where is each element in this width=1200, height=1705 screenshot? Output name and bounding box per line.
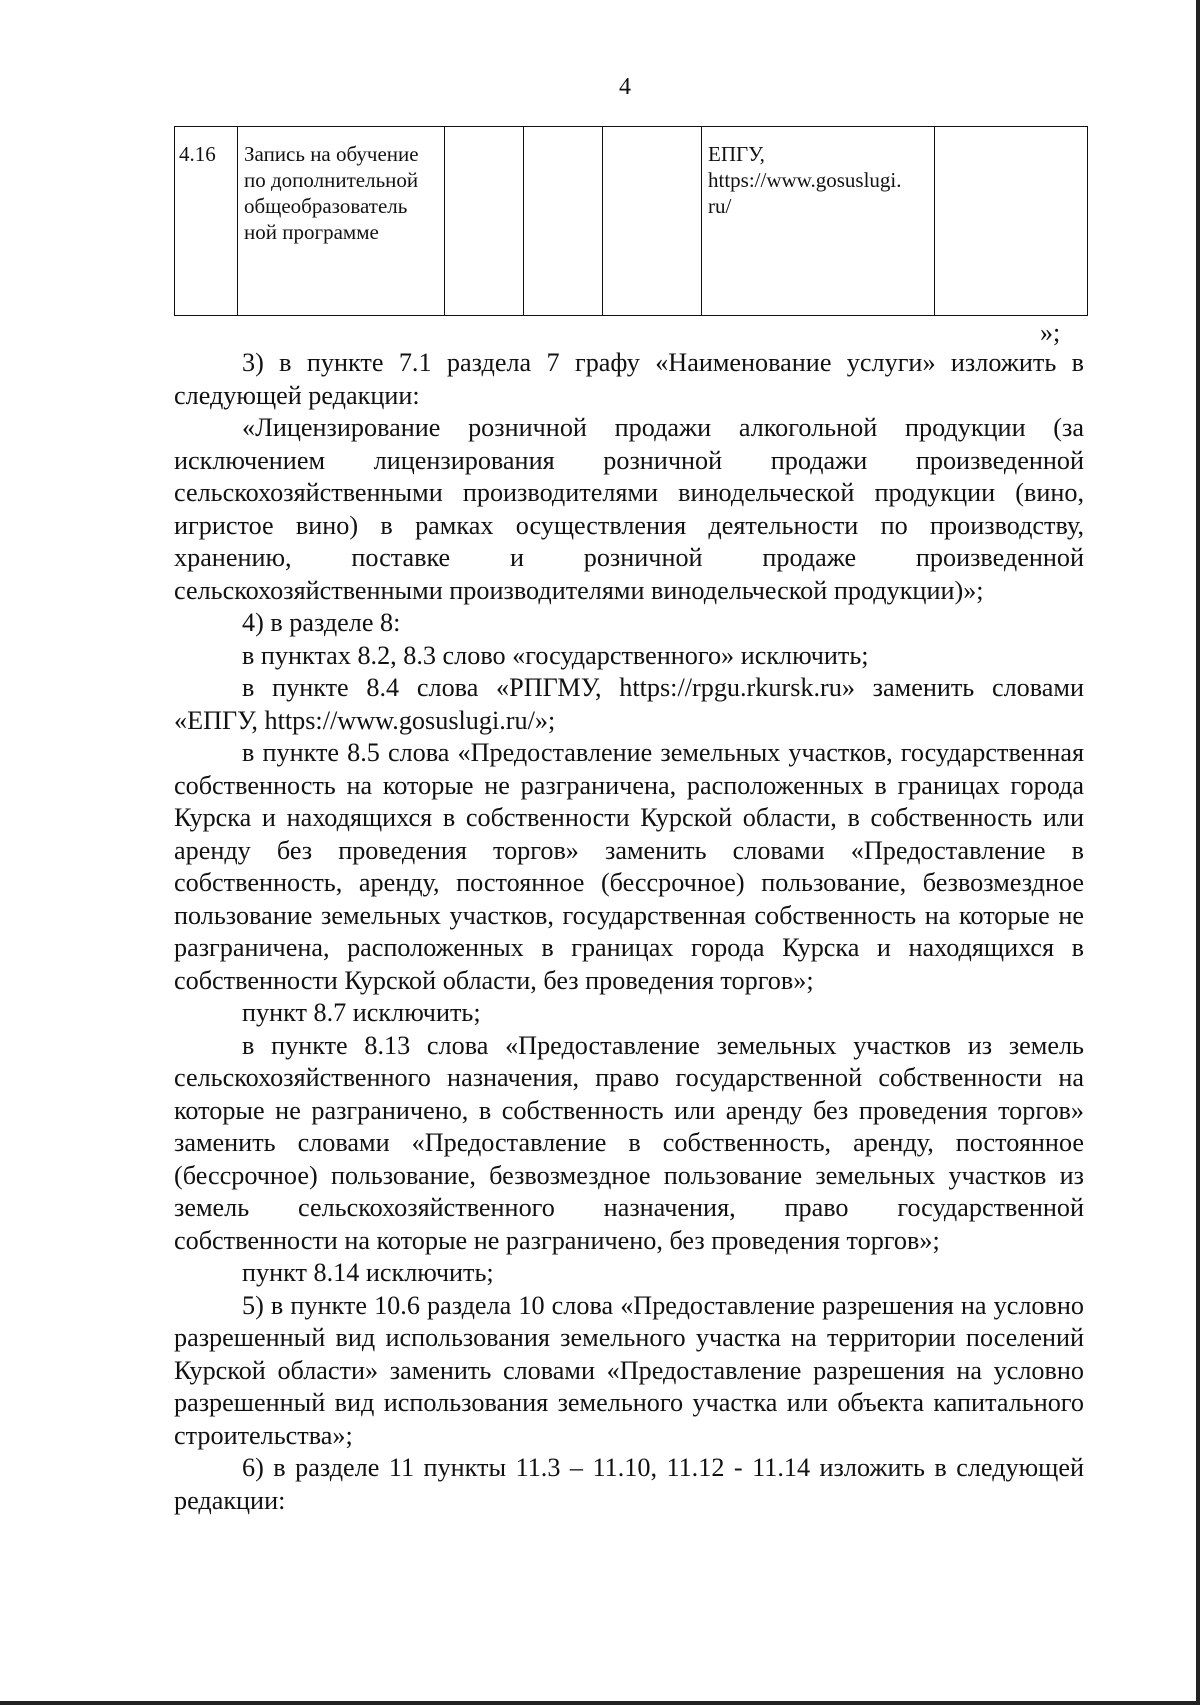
paragraph-8-4: в пункте 8.4 слова «РПГМУ, https://rpgu.rkursk.ru» заменить словами «ЕПГУ, https://www.gosuslugi.ru/»; <box>174 673 1084 735</box>
empty-cell-3 <box>445 127 524 316</box>
paragraph-licensing-quote: «Лицензирование розничной продажи алкогольной продукции (за исключением лицензирования розничной продажи произведенной сельскохозяйственными производителями винодельческой продукции (вино, игристое вино) в рамках осуществления деятельности по производству, хранению, поставке и розничной продаже произведенной сельскохозяйственными производителями винодельческой продукции)»; <box>174 413 1084 605</box>
empty-cell-4 <box>524 127 603 316</box>
paragraph-item-5: 5) в пункте 10.6 раздела 10 слова «Предоставление разрешения на условно разрешенный вид использования земельного участка на территории поселений Курской области» заменить словами «Предоставление разрешения на условно разрешенный вид использования земельного участка или объекта капитального строительства»; <box>174 1290 1084 1450</box>
empty-cell-5 <box>603 127 702 316</box>
paragraph-8-14: пункт 8.14 исключить; <box>242 1258 494 1287</box>
paragraph-8-5: в пункте 8.5 слова «Предоставление земельных участков, государственная собственность на которые не разграничена, расположенных в границах города Курска и находящихся в собственности Курской области, в собственность или аренду без проведения торгов» заменить словами «Предоставление в собственность, аренду, постоянное (бессрочное) пользование, безвозмездное пользование земельных участков, государственная собственность на которые не разграничена, расположенных в границах города Курска и находящихся в собственности Курской области, без проведения торгов»; <box>174 738 1084 995</box>
table-row <box>175 127 1088 316</box>
paragraph-item-6: 6) в разделе 11 пункты 11.3 – 11.10, 11.12 - 11.14 изложить в следующей редакции: <box>174 1453 1084 1515</box>
paragraph-8-7: пункт 8.7 исключить; <box>242 998 481 1027</box>
paragraph-8-13: в пункте 8.13 слова «Предоставление земельных участков из земель сельскохозяйственного назначения, право государственной собственности на которые не разграничено, в собственность или аренду без проведения торгов» заменить словами «Предоставление в собственность, аренду, постоянное (бессрочное) пользование, безвозмездное пользование земельных участков из земель сельскохозяйственного назначения, право государственной собственности на которые не разграничено, без проведения торгов»; <box>174 1030 1084 1255</box>
row-number-cell: 4.16 <box>175 127 238 316</box>
paragraph-item-3: 3) в пункте 7.1 раздела 7 графу «Наименование услуги» изложить в следующей редакции: <box>174 348 1084 410</box>
services-table <box>174 126 1088 316</box>
document-body <box>174 347 1084 1517</box>
service-name-cell: Запись на обучение по дополнительной общеобразователь ной программе <box>238 127 445 316</box>
portal-cell: ЕПГУ, https://www.gosuslugi. ru/ <box>702 127 935 316</box>
closing-quote: »; <box>1040 318 1061 347</box>
empty-cell-7 <box>935 127 1088 316</box>
paragraph-item-4: 4) в разделе 8: <box>242 608 401 637</box>
paragraph-8-2-8-3: в пунктах 8.2, 8.3 слово «государственного» исключить; <box>242 640 869 670</box>
page-number: 4 <box>619 74 631 100</box>
